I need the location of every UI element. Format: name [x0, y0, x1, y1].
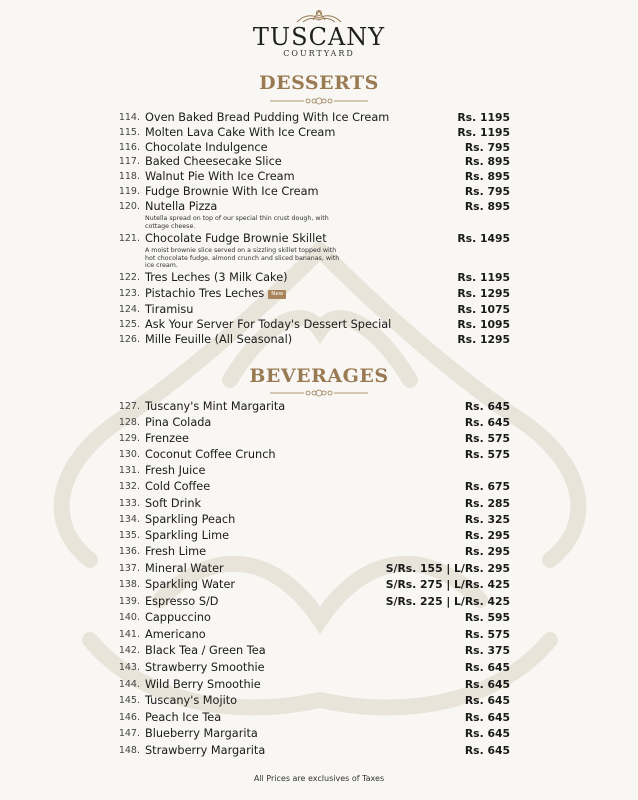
- item-number: 136.: [118, 546, 140, 557]
- menu-item: [0, 185, 638, 200]
- menu-item: [0, 448, 638, 463]
- item-name: [145, 562, 224, 575]
- item-name-text: Pistachio Tres Leches: [145, 287, 265, 300]
- item-name: [145, 744, 265, 757]
- menu-item: [0, 155, 638, 170]
- menu-item: [0, 562, 638, 577]
- item-name: [145, 480, 210, 493]
- item-name-text: Pina Colada: [145, 416, 212, 429]
- item-price: Rs. 1195: [457, 126, 510, 139]
- item-price: S/Rs. 155 | L/Rs. 295: [385, 562, 510, 575]
- item-name: [145, 464, 205, 477]
- item-number: 125.: [118, 319, 140, 330]
- item-name-text: Blueberry Margarita: [145, 727, 258, 740]
- menu-item: [0, 416, 638, 431]
- item-name-text: Walnut Pie With Ice Cream: [145, 170, 295, 183]
- item-number: 145.: [118, 695, 140, 706]
- item-price: Rs. 795: [464, 141, 510, 154]
- item-price: S/Rs. 275 | L/Rs. 425: [385, 578, 510, 591]
- item-name: [145, 529, 229, 542]
- menu-item: [0, 727, 638, 742]
- item-number: 141.: [118, 629, 140, 640]
- item-price: Rs. 645: [464, 744, 510, 757]
- menu-item: [0, 644, 638, 659]
- menu-item: [0, 111, 638, 126]
- item-number: 115.: [118, 127, 140, 138]
- item-name: [145, 318, 391, 331]
- item-price: Rs. 295: [464, 545, 510, 558]
- menu-item: [0, 287, 638, 302]
- item-price: Rs. 1195: [457, 111, 510, 124]
- brand-subtitle: COURTYARD: [283, 49, 355, 58]
- item-price: Rs. 575: [464, 432, 510, 445]
- item-name: [145, 170, 295, 183]
- item-name-text: Cold Coffee: [145, 480, 211, 493]
- item-price: Rs. 1495: [457, 232, 510, 245]
- item-name-text: Soft Drink: [145, 497, 202, 510]
- item-price: Rs. 325: [464, 513, 510, 526]
- menu-item: [0, 678, 638, 693]
- item-number: 114.: [118, 112, 140, 123]
- item-name-text: Sparkling Lime: [145, 529, 230, 542]
- menu-item: [0, 464, 638, 479]
- item-price: Rs. 1295: [457, 333, 510, 346]
- menu-item: [0, 400, 638, 415]
- item-name: [145, 545, 206, 558]
- menu-item: [0, 480, 638, 495]
- item-price: Rs. 795: [464, 185, 510, 198]
- item-price: Rs. 895: [464, 200, 510, 213]
- item-name-text: Tuscany's Mint Margarita: [145, 400, 286, 413]
- item-name: [145, 497, 201, 510]
- item-name-text: Tres Leches (3 Milk Cake): [145, 271, 288, 284]
- menu-item: [0, 529, 638, 544]
- item-name-text: Strawberry Margarita: [145, 744, 266, 757]
- menu-item: [0, 513, 638, 528]
- item-name-text: Frenzee: [145, 432, 190, 445]
- item-number: 118.: [118, 171, 140, 182]
- item-name: [145, 111, 389, 124]
- item-name-text: Oven Baked Bread Pudding With Ice Cream: [145, 111, 390, 124]
- item-name-text: Peach Ice Tea: [145, 711, 222, 724]
- divider-ornament-icon: [268, 388, 370, 398]
- item-price: Rs. 295: [464, 529, 510, 542]
- item-number: 116.: [118, 142, 140, 153]
- item-price: Rs. 375: [464, 644, 510, 657]
- section-title-beverages: BEVERAGES: [249, 365, 389, 387]
- item-name-text: Tiramisu: [145, 303, 194, 316]
- brand-name: TUSCANY: [252, 23, 386, 51]
- item-price: Rs. 1075: [457, 303, 510, 316]
- item-name: [145, 416, 211, 429]
- menu-item: [0, 744, 638, 759]
- menu-item: [0, 318, 638, 333]
- tax-note: All Prices are exclusives of Taxes: [253, 774, 385, 783]
- item-price: Rs. 1295: [457, 287, 510, 300]
- item-number: 132.: [118, 481, 140, 492]
- menu-item: [0, 432, 638, 447]
- item-name-text: Ask Your Server For Today's Dessert Special: [145, 318, 392, 331]
- item-name: [145, 661, 265, 674]
- new-badge: New: [268, 290, 286, 299]
- item-name: [145, 271, 288, 284]
- item-price: Rs. 645: [464, 678, 510, 691]
- menu-item: [0, 595, 638, 610]
- item-name: [145, 287, 286, 300]
- item-number: 140.: [118, 612, 140, 623]
- item-name-text: Tuscany's Mojito: [145, 694, 238, 707]
- item-price: Rs. 645: [464, 711, 510, 724]
- menu-item: [0, 611, 638, 626]
- item-price: Rs. 675: [464, 480, 510, 493]
- item-number: 130.: [118, 449, 140, 460]
- item-name: [145, 611, 211, 624]
- item-name: [145, 185, 319, 198]
- item-name-text: Black Tea / Green Tea: [145, 644, 266, 657]
- item-number: 126.: [118, 334, 140, 345]
- item-name-text: Sparkling Peach: [145, 513, 236, 526]
- menu-item: [0, 694, 638, 709]
- item-number: 135.: [118, 530, 140, 541]
- menu-item: [0, 200, 638, 230]
- item-name: [145, 513, 235, 526]
- item-name: [145, 628, 206, 641]
- item-number: 127.: [118, 401, 140, 412]
- item-name: [145, 711, 221, 724]
- item-name-text: Chocolate Indulgence: [145, 141, 268, 154]
- item-name-text: Fresh Lime: [145, 545, 207, 558]
- menu-item: [0, 578, 638, 593]
- item-price: Rs. 285: [464, 497, 510, 510]
- item-name-text: Mineral Water: [145, 562, 224, 575]
- item-description: Nutella spread on top of our special thin crust dough, with cottage cheese.: [145, 215, 329, 230]
- item-name-text: Americano: [145, 628, 206, 641]
- item-name: [145, 200, 217, 213]
- brand-logo: [0, 8, 638, 59]
- item-description: A moist brownie slice served on a sizzling skillet topped with hot chocolate fudge, almond crunch and sliced bananas, with ice cream.: [145, 247, 340, 270]
- item-number: 129.: [118, 433, 140, 444]
- item-name-text: Espresso S/D: [145, 595, 219, 608]
- menu-item: [0, 545, 638, 560]
- item-number: 123.: [118, 288, 140, 299]
- item-name: [145, 678, 261, 691]
- item-name-text: Coconut Coffee Crunch: [145, 448, 276, 461]
- item-name-text: Baked Cheesecake Slice: [145, 155, 282, 168]
- section-title-desserts: DESSERTS: [259, 72, 379, 94]
- menu-item: [0, 126, 638, 141]
- item-price: Rs. 645: [464, 416, 510, 429]
- item-name-text: Nutella Pizza: [145, 200, 218, 213]
- item-name: [145, 727, 258, 740]
- item-number: 134.: [118, 514, 140, 525]
- item-name: [145, 141, 268, 154]
- menu-item: [0, 170, 638, 185]
- item-price: Rs. 575: [464, 628, 510, 641]
- item-number: 128.: [118, 417, 140, 428]
- item-number: 144.: [118, 679, 140, 690]
- item-name-text: Fudge Brownie With Ice Cream: [145, 185, 319, 198]
- item-number: 122.: [118, 272, 140, 283]
- menu-item: [0, 497, 638, 512]
- item-name: [145, 644, 266, 657]
- item-number: 139.: [118, 596, 140, 607]
- menu-item: [0, 232, 638, 270]
- menu-item: [0, 271, 638, 286]
- menu-item: [0, 628, 638, 643]
- item-name: [145, 155, 282, 168]
- item-price: Rs. 645: [464, 694, 510, 707]
- crown-ornament-icon: [289, 8, 349, 24]
- item-number: 120.: [118, 201, 140, 212]
- item-name: [145, 595, 219, 608]
- item-name-text: Fresh Juice: [145, 464, 206, 477]
- item-number: 124.: [118, 304, 140, 315]
- item-name-text: Mille Feuille (All Seasonal): [145, 333, 293, 346]
- item-price: S/Rs. 225 | L/Rs. 425: [385, 595, 510, 608]
- item-price: Rs. 575: [464, 448, 510, 461]
- item-price: Rs. 645: [464, 727, 510, 740]
- item-name: [145, 126, 335, 139]
- item-name: [145, 232, 327, 245]
- item-name-text: Molten Lava Cake With Ice Cream: [145, 126, 336, 139]
- item-number: 119.: [118, 186, 140, 197]
- item-number: 121.: [118, 233, 140, 244]
- item-number: 146.: [118, 712, 140, 723]
- item-name-text: Wild Berry Smoothie: [145, 678, 261, 691]
- item-price: Rs. 895: [464, 170, 510, 183]
- item-number: 133.: [118, 498, 140, 509]
- item-price: Rs. 895: [464, 155, 510, 168]
- menu-item: [0, 141, 638, 156]
- item-price: Rs. 1095: [457, 318, 510, 331]
- item-price: Rs. 645: [464, 661, 510, 674]
- menu-item: [0, 661, 638, 676]
- item-price: Rs. 595: [464, 611, 510, 624]
- item-name-text: Strawberry Smoothie: [145, 661, 265, 674]
- item-price: Rs. 1195: [457, 271, 510, 284]
- item-name: [145, 400, 285, 413]
- item-number: 131.: [118, 465, 140, 476]
- item-number: 137.: [118, 563, 140, 574]
- item-name: [145, 432, 189, 445]
- item-name-text: Sparkling Water: [145, 578, 236, 591]
- item-name: [145, 578, 235, 591]
- item-name: [145, 694, 237, 707]
- item-number: 142.: [118, 645, 140, 656]
- item-name-text: Chocolate Fudge Brownie Skillet: [145, 232, 327, 245]
- menu-item: [0, 711, 638, 726]
- item-name-text: Cappuccino: [145, 611, 211, 624]
- item-number: 147.: [118, 728, 140, 739]
- item-name: [145, 448, 276, 461]
- item-number: 117.: [118, 156, 140, 167]
- item-price: Rs. 645: [464, 400, 510, 413]
- menu-item: [0, 303, 638, 318]
- menu-item: [0, 333, 638, 348]
- item-number: 138.: [118, 579, 140, 590]
- item-number: 143.: [118, 662, 140, 673]
- item-name: [145, 333, 292, 346]
- item-name: [145, 303, 193, 316]
- divider-ornament-icon: [268, 96, 370, 106]
- item-number: 148.: [118, 745, 140, 756]
